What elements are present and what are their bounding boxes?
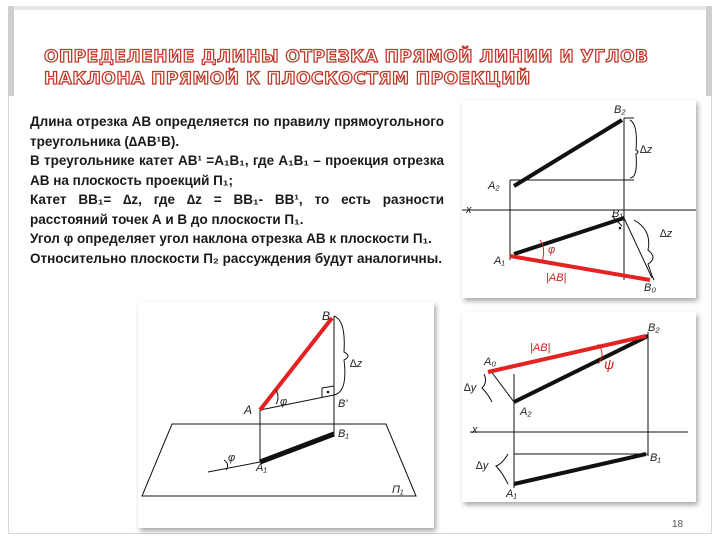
label-ab: |AB| [530,342,551,354]
plane-p1 [142,424,416,496]
label-b: B [322,309,331,323]
figure-bottom-right-drawing [462,312,696,502]
paragraph-3: Катет ВВ₁= ∆z, где ∆z = ВВ₁- ВВ¹, то есть разности расстояний точек А и В до плоскости П₁. [30,192,444,227]
paragraph-5: Относительно плоскости П₂ рассуждения будут аналогичны. [30,250,442,266]
label-plane: П₁ [392,484,404,496]
label-a: A [244,403,253,417]
right-angle-dot [619,227,622,230]
slide-top-bar [8,6,712,10]
segment-ab [260,318,332,410]
figure-top-right [462,100,696,298]
label-b1: B₁ [650,452,661,464]
dz-segment-b1b0 [624,218,652,278]
label-b1: B₁ [338,428,349,440]
label-a1: A₁ [506,488,517,500]
label-psi: ψ [604,356,615,372]
page-number: 18 [672,519,684,530]
segment-ab-true-length [488,336,646,372]
segment-a2b2 [514,120,622,186]
label-b0: B₀ [644,282,656,294]
label-b2: B₂ [648,322,660,334]
paragraph-1: Длина отрезка АВ определяется по правилу прямоугольного треугольника (∆АВ¹В). [30,114,444,149]
label-a1: A₁ [256,462,267,474]
paragraph-4: Угол φ определяет угол наклона отрезка АВ к плоскости П₁. [30,231,432,246]
label-a2: A₂ [488,180,500,192]
segment-a1b1 [260,434,334,462]
label-x: x [466,204,472,216]
label-phi-upper: φ [280,396,288,408]
slide-right-bar [706,6,712,96]
label-a2: A₂ [520,406,532,418]
paragraph-2: В треугольнике катет АВ¹ =А₁В₁, где А₁В₁ – проекция отрезка АВ на плоскость проекций П₁; [30,153,444,188]
label-b-prime: B' [338,398,348,410]
label-phi: φ [548,244,556,256]
label-a1: A₁ [494,255,505,267]
dz-top-brace [630,120,638,178]
figure-bottom-right [462,312,696,502]
label-b2: B₂ [614,104,626,116]
figure-bottom-left-drawing [138,302,434,528]
figure-top-right-drawing [462,100,696,298]
label-dz-top: ∆z [640,144,653,156]
segment-a1b1 [514,218,624,254]
segment-a1b1 [514,454,646,484]
label-dz: ∆z [350,358,363,370]
dy-top-segment [490,370,514,402]
label-phi-lower: φ [228,452,236,464]
dz-right-brace [634,220,654,280]
dy-bottom-brace [496,454,508,484]
label-a0: A₀ [484,356,496,368]
dz-brace [334,316,348,395]
label-dy-bottom: ∆y [476,460,489,472]
figure-bottom-left [138,302,434,528]
body-text [30,112,444,268]
slide-title: ОПРЕДЕЛЕНИЕ ДЛИНЫ ОТРЕЗКА ПРЯМОЙ ЛИНИИ И УГЛОВ НАКЛОНА ПРЯМОЙ К ПЛОСКОСТЯМ ПРОЕКЦИЙ [44,47,649,89]
right-angle-marker-h [322,386,334,388]
label-dz-right: ∆z [660,228,673,240]
label-ab: |AB| [546,272,567,284]
segment-ab-true-length [510,256,650,280]
dy-top-brace [482,374,492,402]
label-x: x [472,424,478,436]
label-dy-top: ∆y [464,382,477,394]
slide-left-bar [8,6,14,96]
right-angle-dot [327,391,330,394]
label-b1: B₁ [612,208,623,220]
